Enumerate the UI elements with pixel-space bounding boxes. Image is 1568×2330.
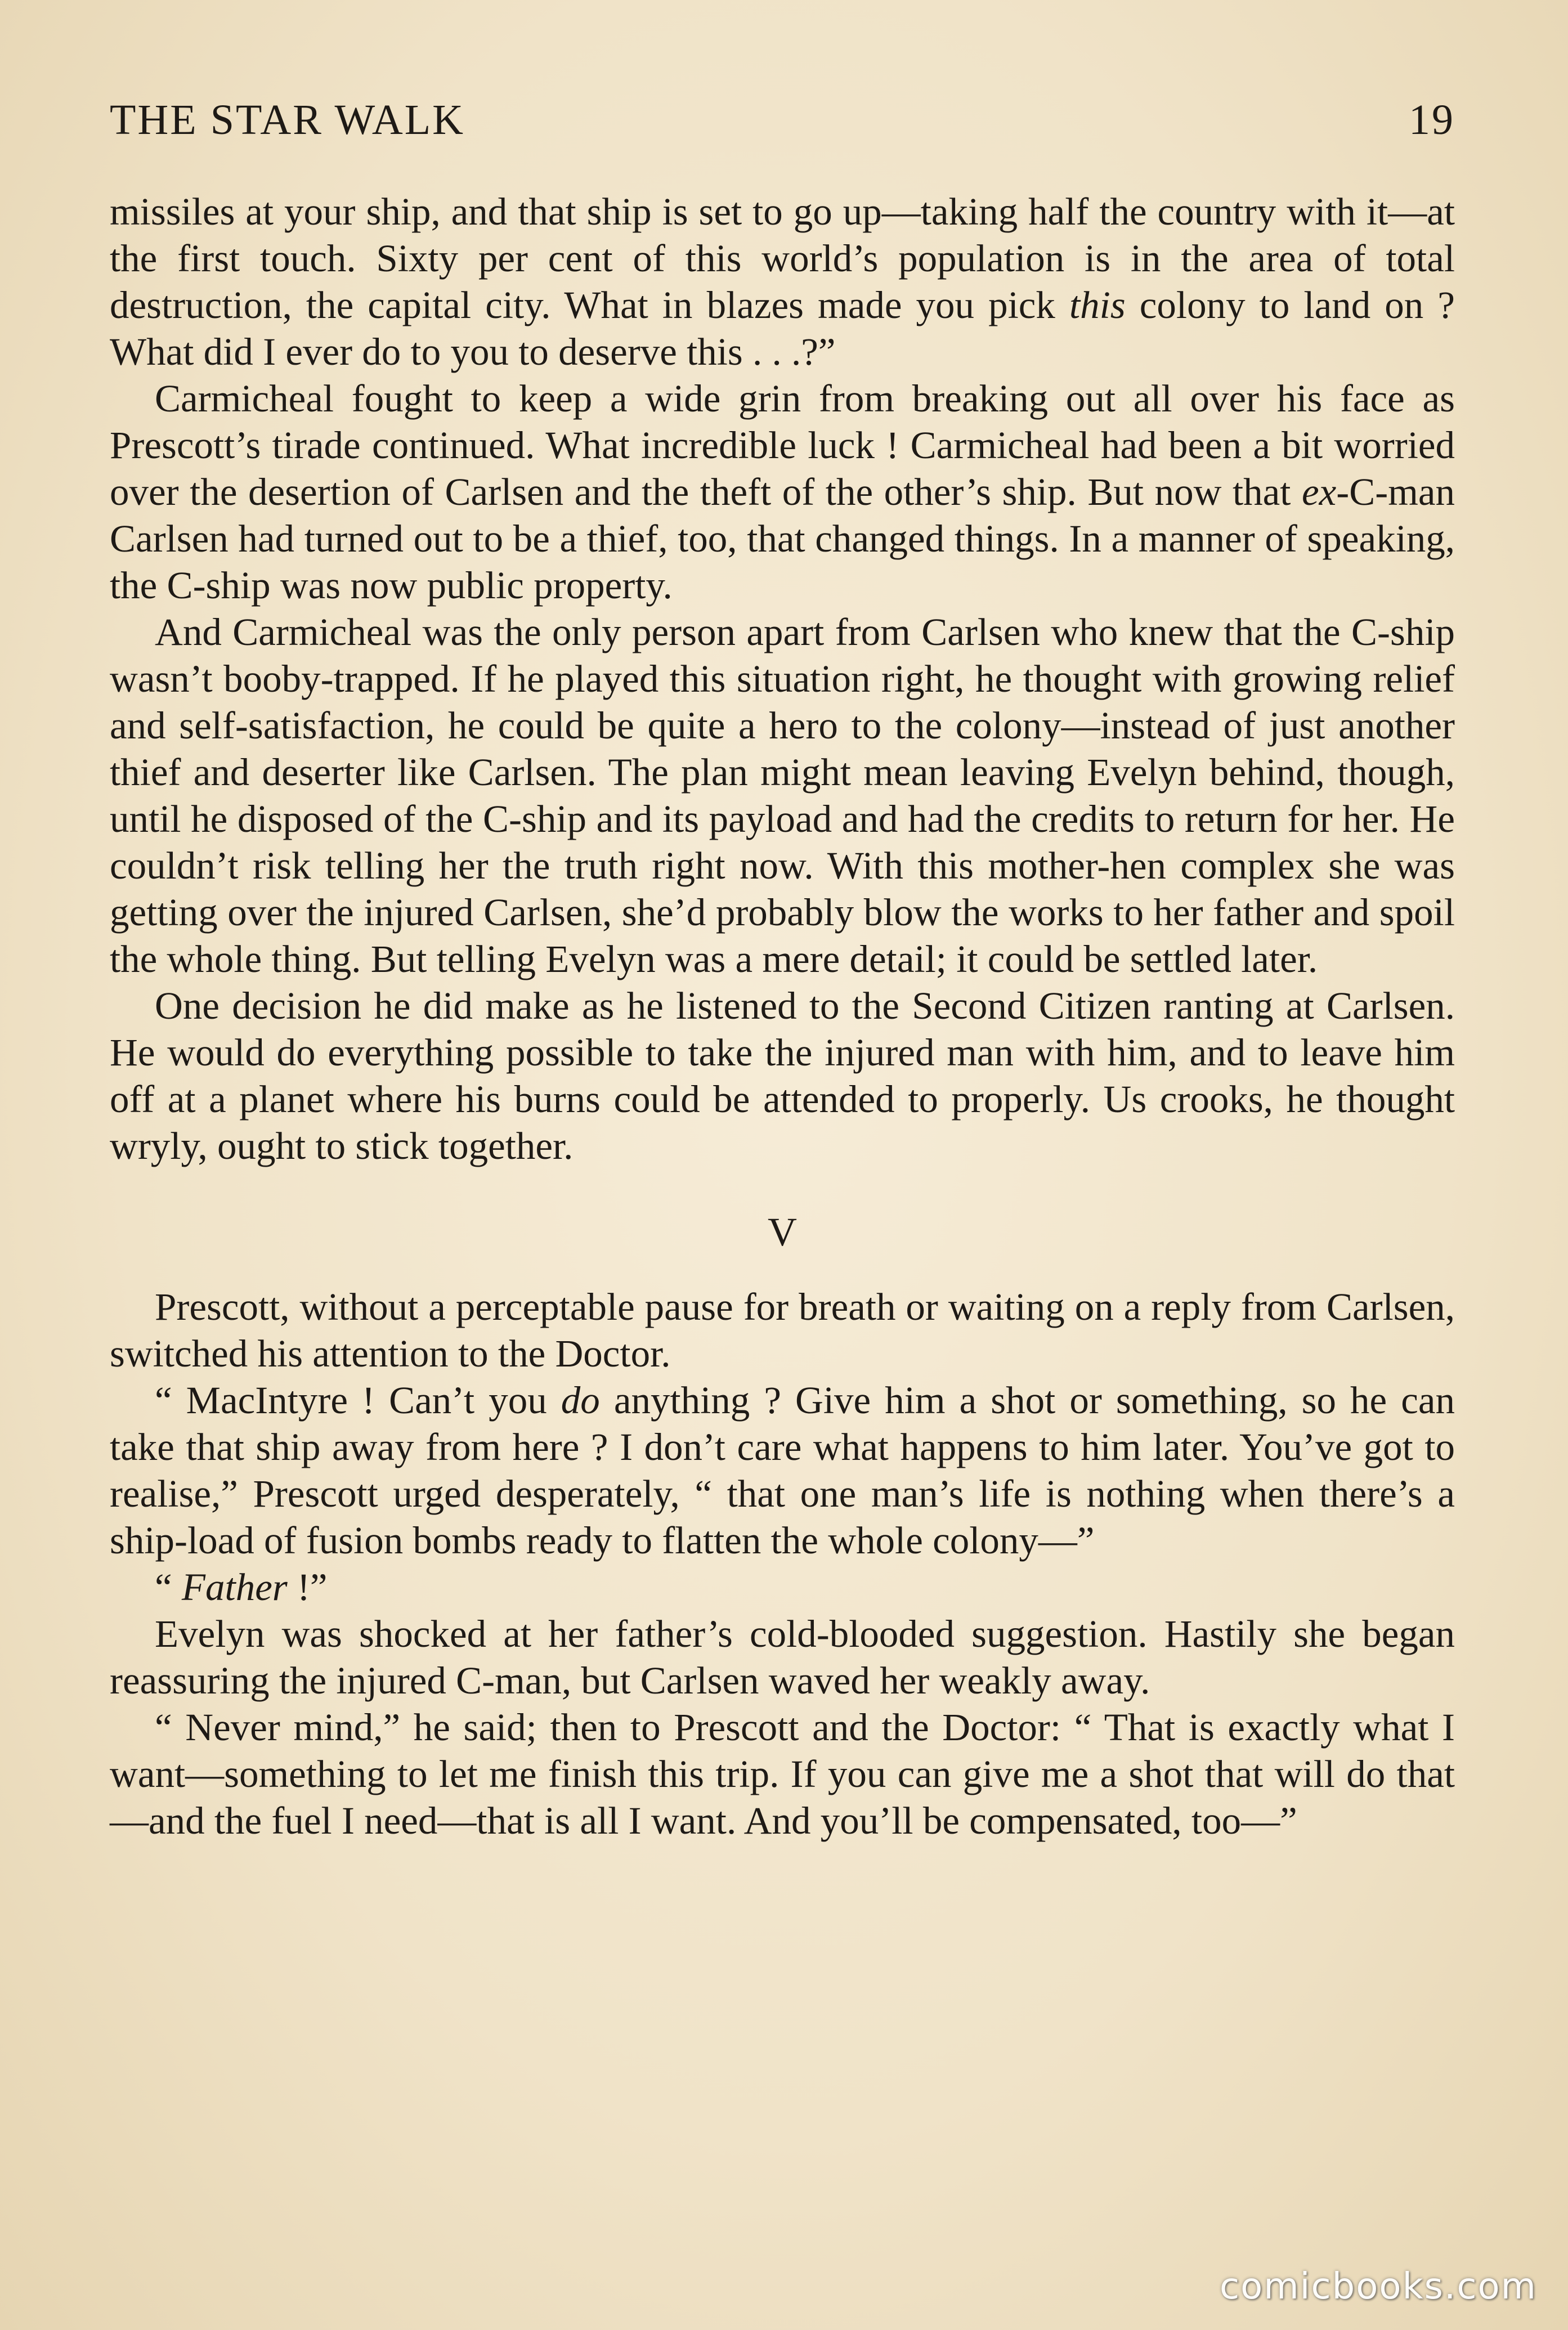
paragraph bbox=[110, 1564, 1455, 1611]
watermark: comicbooks.com bbox=[1219, 2266, 1537, 2307]
italic-text: this bbox=[1069, 284, 1126, 326]
section-heading bbox=[110, 1209, 1455, 1256]
page-number: 19 bbox=[1409, 96, 1455, 144]
text-segment: anything ? Give him a shot or something, so he can take that ship away from here ? I don’t care what happens to him later. You’ve got to realise,” Prescott urged desperately, “ that one man’s life is nothing when there’s a ship-load of fusion bombs ready to flatten the whole colony—” bbox=[110, 1379, 1455, 1562]
text-segment: “ MacIntyre ! Can’t you bbox=[155, 1379, 561, 1422]
italic-text: do bbox=[561, 1379, 600, 1422]
text-segment: Carmicheal fought to keep a wide grin from breaking out all over his face as Prescott’s tirade continued. What incredible luck ! Carmicheal had been a bit worried over the desertion of Carlsen and the theft of the other’s ship. But now that bbox=[110, 377, 1455, 513]
text-segment: One decision he did make as he listened to the Second Citizen ranting at Carlsen. He would do everything possible to take the injured man with him, and to leave him off at a planet where his burns could be attended to properly. Us crooks, he thought wryly, ought to stick together. bbox=[110, 984, 1455, 1167]
paragraph bbox=[110, 1377, 1455, 1564]
text-segment: V bbox=[768, 1209, 797, 1254]
paragraph bbox=[110, 189, 1455, 375]
paragraph bbox=[110, 1704, 1455, 1844]
running-title: THE STAR WALK bbox=[110, 96, 465, 144]
italic-text: ex bbox=[1301, 471, 1337, 513]
text-segment: “ bbox=[155, 1566, 182, 1608]
paragraph bbox=[110, 375, 1455, 609]
text-segment: colony to land on ? What did I ever do to you to deserve this . . .?” bbox=[110, 284, 1455, 373]
paragraph bbox=[110, 1611, 1455, 1704]
paragraph bbox=[110, 983, 1455, 1170]
italic-text: Father bbox=[181, 1566, 288, 1608]
running-head bbox=[110, 96, 1455, 158]
text-segment: “ Never mind,” he said; then to Prescott and the Doctor: “ That is exactly what I want—something to let me finish this trip. If you can give me a shot that will do that—and the fuel I need—that is all I want. And you’ll be compensated, too—” bbox=[110, 1706, 1455, 1842]
paragraph bbox=[110, 1284, 1455, 1377]
text-segment: Prescott, without a perceptable pause for breath or waiting on a reply from Carlsen, switched his attention to the Doctor. bbox=[110, 1285, 1455, 1375]
text-segment: !” bbox=[287, 1566, 328, 1608]
paragraph bbox=[110, 609, 1455, 983]
text-segment: Evelyn was shocked at her father’s cold-blooded suggestion. Hastily she began reassuring the injured C-man, but Carlsen waved her weakly away. bbox=[110, 1612, 1455, 1702]
text-segment: And Carmicheal was the only person apart from Carlsen who knew that the C-ship wasn’t booby-trapped. If he played this situation right, he thought with growing relief and self-satisfaction, he could be quite a hero to the colony—instead of just another thief and deserter like Carlsen. The plan might mean leaving Evelyn behind, though, until he disposed of the C-ship and its payload and had the credits to return for her. He couldn’t risk telling her the truth right now. With this mother-hen complex she was getting over the injured Carlsen, she’d probably blow the works to her father and spoil the whole thing. But telling Evelyn was a mere detail; it could be settled later. bbox=[110, 611, 1455, 980]
body-text bbox=[110, 189, 1455, 1844]
text-segment: missiles at your ship, and that ship is set to go up—taking half the country with it—at the first touch. Sixty per cent of this world’s population is in the area of total destruction, the capital city. What in blazes made you pick bbox=[110, 190, 1455, 326]
text-segment: -C-man Carlsen had turned out to be a thief, too, that changed things. In a manner of speaking, the C-ship was now public property. bbox=[110, 471, 1455, 607]
